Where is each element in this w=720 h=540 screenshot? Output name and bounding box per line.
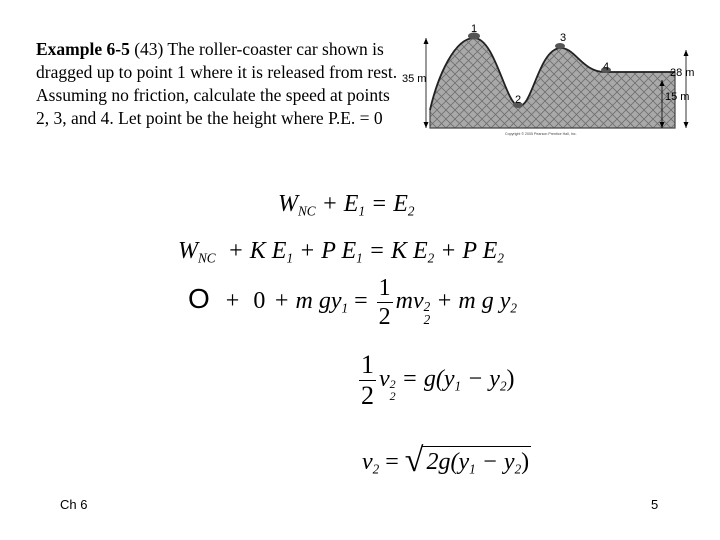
eq4-sup: 2 [389, 377, 396, 392]
figure-copyright: Copyright © 2005 Pearson Prentice Hall, Inc. [505, 132, 577, 136]
equation-energy-work [278, 191, 415, 220]
eq2-sub2b: 2 [497, 250, 504, 266]
eq5-minus-y: − y [475, 449, 515, 475]
point-3-label: 3 [560, 32, 567, 44]
eq2-w: W [178, 238, 198, 264]
eq1-nc: NC [298, 203, 316, 219]
sqrt-icon: √ [404, 442, 424, 479]
eq3-zero-work: O [188, 283, 210, 315]
eq5-sub2: 2 [514, 461, 522, 477]
equation-velocity-squared [356, 352, 515, 409]
eq5-sub: 2 [372, 461, 380, 477]
eq1-e2: = E [365, 191, 408, 217]
eq5-sub1: 1 [469, 461, 476, 477]
example-label: Example 6-5 [36, 39, 130, 59]
eq3-equals: = [354, 288, 368, 315]
eq3-den: 2 [378, 304, 391, 330]
eq2-sub1b: 1 [356, 250, 363, 266]
eq2-ke1: + K E [227, 238, 287, 264]
eq3-sub: 2 [423, 311, 431, 327]
eq1-sub2: 2 [407, 203, 415, 219]
eq3-sub1: 1 [341, 300, 349, 316]
eq4-v: v [379, 366, 390, 393]
eq3-sup: 2 [423, 298, 431, 314]
eq4-sub1: 1 [454, 378, 462, 394]
eq2-ke2: = K E [362, 238, 428, 264]
eq3-zero: 0 [253, 288, 266, 315]
eq4-sub2: 2 [499, 378, 507, 394]
eq4-num: 1 [361, 350, 374, 379]
eq3-sub2: 2 [510, 300, 518, 316]
equation-velocity-result [362, 442, 531, 480]
eq4-gy: = g(y [395, 366, 455, 393]
eq3-half [377, 276, 393, 329]
eq5-equals: = [379, 449, 405, 475]
problem-text: (43) The roller-coaster car shown is dragged up to point 1 where it is released from rest. Assuming no friction, calculate the speed at points 2, 3, and 4. Let point be the height where P.E. = 0 [36, 39, 398, 128]
equation-substituted [188, 276, 517, 329]
eq4-half [359, 352, 376, 409]
eq1-sub1: 1 [358, 203, 366, 219]
eq3-plus: + [225, 288, 240, 315]
eq5-radicand [422, 446, 531, 478]
height-35-label: 35 m [402, 73, 427, 85]
eq3-mgy: + m gy [273, 288, 342, 315]
eq1-e: + E [315, 191, 359, 217]
eq4-den: 2 [361, 381, 374, 410]
eq5-body: 2g(y [426, 449, 470, 475]
height-28-label: 28 m [670, 67, 695, 79]
roller-coaster-figure [402, 20, 710, 145]
chapter-label: Ch 6 [60, 497, 88, 512]
eq4-sub: 2 [389, 389, 396, 404]
equation-kinetic-potential [178, 238, 504, 267]
eq1-w: W [278, 191, 298, 217]
eq3-mv: mv [395, 288, 424, 315]
eq2-sub1: 1 [286, 250, 294, 266]
eq2-sub2: 2 [427, 250, 435, 266]
point-4-label: 4 [603, 61, 610, 73]
eq5-close: ) [521, 449, 530, 475]
eq2-pe2: + P E [434, 238, 498, 264]
eq2-pe1: + P E [293, 238, 357, 264]
eq4-close: ) [506, 366, 515, 393]
height-15-label: 15 m [665, 91, 690, 103]
eq4-minus-y: − y [461, 366, 500, 393]
point-1-label: 1 [471, 23, 478, 35]
point-2-label: 2 [515, 94, 522, 106]
slide-number: 5 [651, 497, 659, 512]
eq3-mgy2: + m g y [430, 288, 511, 315]
eq3-num: 1 [378, 275, 391, 301]
eq5-v: v [362, 449, 373, 475]
eq2-nc: NC [198, 250, 216, 266]
problem-statement [36, 38, 406, 130]
